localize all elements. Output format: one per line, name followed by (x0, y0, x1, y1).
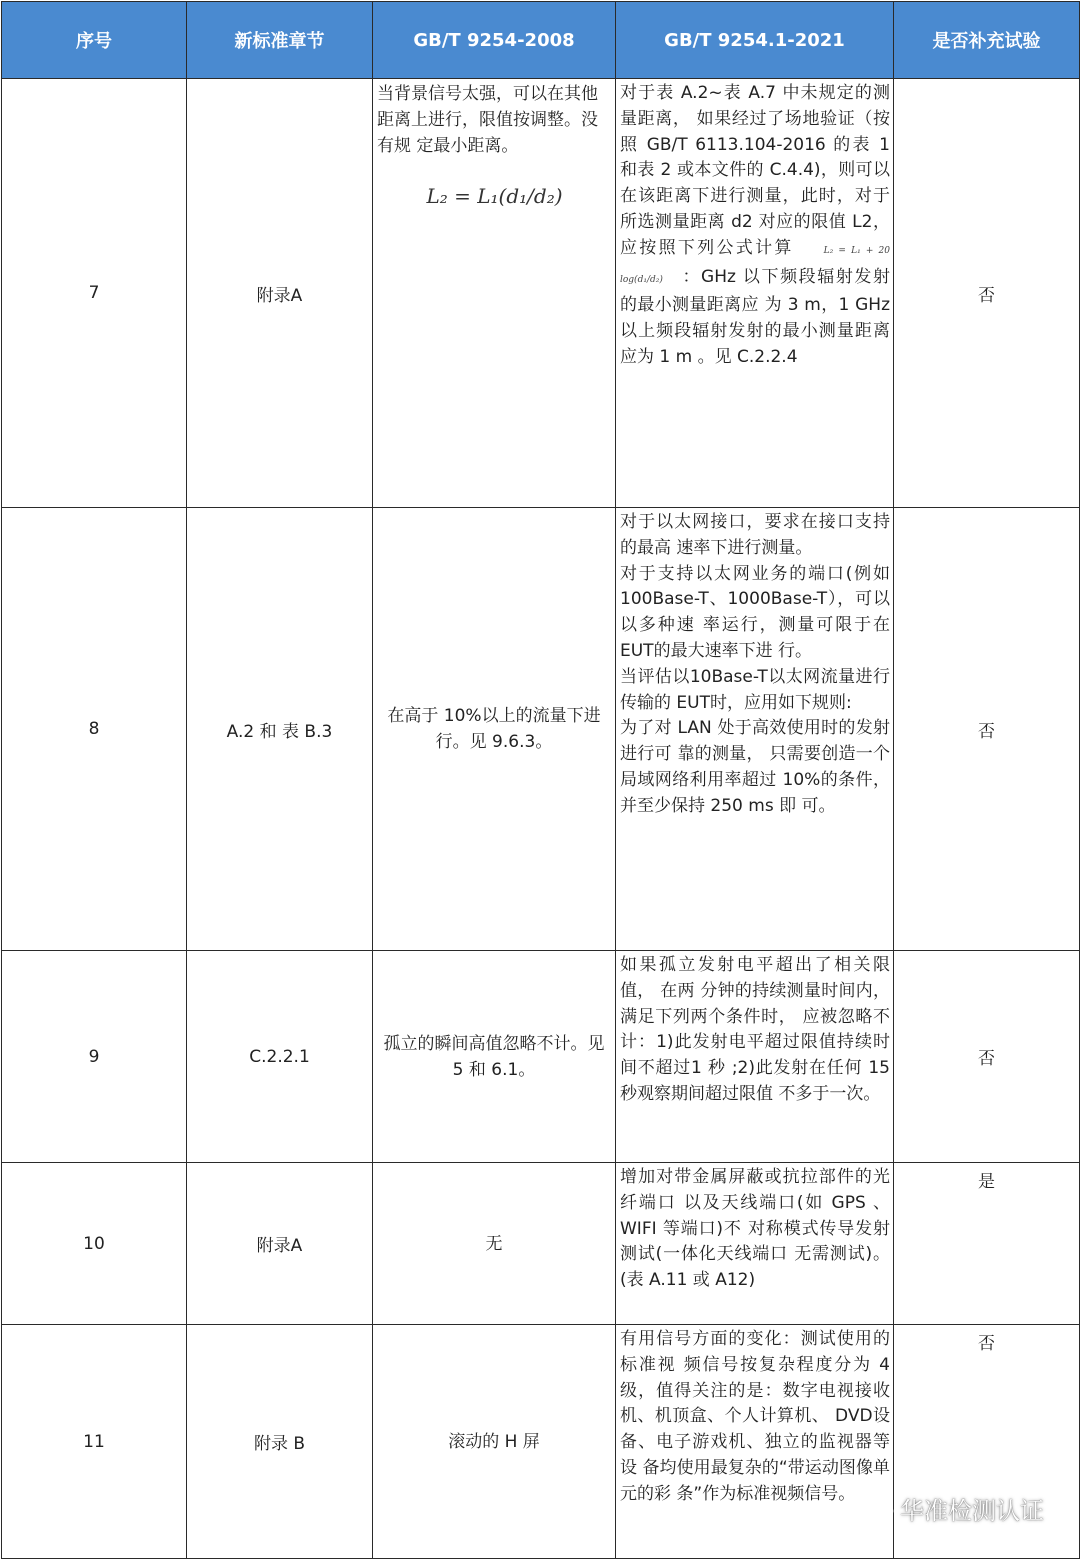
row-section: 附录A (187, 79, 373, 508)
table-row (2, 1163, 1080, 1325)
table-row (2, 79, 1080, 508)
row-new-requirement (616, 79, 894, 508)
row-number: 11 (2, 1325, 187, 1559)
header-supplement: 是否补充试验 (894, 2, 1080, 79)
row-old-requirement: 滚动的 H 屏 (373, 1325, 616, 1559)
row-new-requirement (616, 508, 894, 951)
wechat-icon (868, 1498, 894, 1520)
header-gbt-2008: GB/T 9254-2008 (373, 2, 616, 79)
row-old-requirement: 孤立的瞬间高值忽略不计。见 5 和 6.1。 (373, 951, 616, 1163)
new-requirement-paragraph: 当评估以10Base-T以太网流量进行传输的 EUT时，应用如下规则: (620, 666, 890, 713)
row-number: 10 (2, 1163, 187, 1325)
standards-comparison-table (1, 1, 1080, 1559)
header-no: 序号 (2, 2, 187, 79)
limit-formula: L₂ = L₁ + 20 log(d₁/d₂) (620, 245, 891, 285)
header-new-section: 新标准章节 (187, 2, 373, 79)
row-section: A.2 和 表 B.3 (187, 508, 373, 951)
new-requirement-paragraph: 对于以太网接口，要求在接口支持的最高 速率下进行测量。 (620, 512, 890, 558)
row-section: C.2.2.1 (187, 951, 373, 1163)
new-requirement-text-before: 对于表 A.2~表 A.7 中未规定的测量距离， 如果经过了场地验证（按照 GB/T 6113.104-2016 的表 1 和表 2 或本文件的 C.4.4)，则可以在该距离下进行测量，此时，对于所选测量距离 d2 对应的限值 L2，应按照下列公式计算 (620, 83, 890, 258)
row-supplement: 是 (894, 1163, 1080, 1325)
row-section: 附录 B (187, 1325, 373, 1559)
row-new-requirement: 有用信号方面的变化：测试使用的标准视 频信号按复杂程度分为 4 级，值得关注的是：数字电视接收机、机顶盒、个人计算机、 DVD设备、电子游戏机、独立的监视器等设 备均使用最复杂的“带运动图像单元的彩 条”作为标准视频信号。 (616, 1325, 894, 1559)
new-requirement-paragraph: 对于支持以太网业务的端口(例如100Base-T、1000Base-T），可以以多种速 率运行，测量可限于在EUT的最大速率下进 行。 (620, 563, 890, 661)
watermark-text: 华准检测认证 (900, 1497, 1044, 1525)
row-old-requirement (373, 79, 616, 508)
row-supplement: 否 (894, 508, 1080, 951)
row-old-requirement: 无 (373, 1163, 616, 1325)
old-requirement-text: 当背景信号太强，可以在其他 距离上进行，限值按调整。没有规 定最小距离。 (377, 84, 598, 156)
new-requirement-paragraph: 为了对 LAN 处于高效使用时的发射进行可 靠的测量， 只需要创造一个局域网络利用率超过 10%的条件，并至少保持 250 ms 即 可。 (620, 718, 890, 816)
row-supplement: 否 (894, 951, 1080, 1163)
row-supplement: 否 (894, 79, 1080, 508)
header-gbt-2021: GB/T 9254.1-2021 (616, 2, 894, 79)
distance-formula: L₂ = L₁(d₁/d₂) (426, 184, 563, 208)
row-number: 9 (2, 951, 187, 1163)
row-old-requirement: 在高于 10%以上的流量下进 行。见 9.6.3。 (373, 508, 616, 951)
new-requirement-text-after: ：GHz 以下频段辐射发射的最小测量距离应 为 3 m，1 GHz 以上频段辐射发射的最小测量距离应为 1 m 。见 C.2.2.4 (620, 266, 890, 367)
table-row (2, 508, 1080, 951)
row-section: 附录A (187, 1163, 373, 1325)
row-number: 7 (2, 79, 187, 508)
header-row (2, 2, 1080, 79)
row-new-requirement: 如果孤立发射电平超出了相关限值， 在两 分钟的持续测量时间内， 满足下列两个条件时， 应被忽略不计：1)此发射电平超过限值持续时间不超过1 秒 ;2)此发射在任何 15 秒观察期间超过限值 不多于一次。 (616, 951, 894, 1163)
row-number: 8 (2, 508, 187, 951)
watermark (868, 1491, 1044, 1526)
row-supplement: 否 (894, 1325, 1080, 1559)
table-row (2, 951, 1080, 1163)
row-new-requirement: 增加对带金属屏蔽或抗拉部件的光纤端口 以及天线端口(如 GPS 、WIFI 等端口)不 对称模式传导发射测试(一体化天线端口 无需测试)。(表 A.11 或 A12) (616, 1163, 894, 1325)
